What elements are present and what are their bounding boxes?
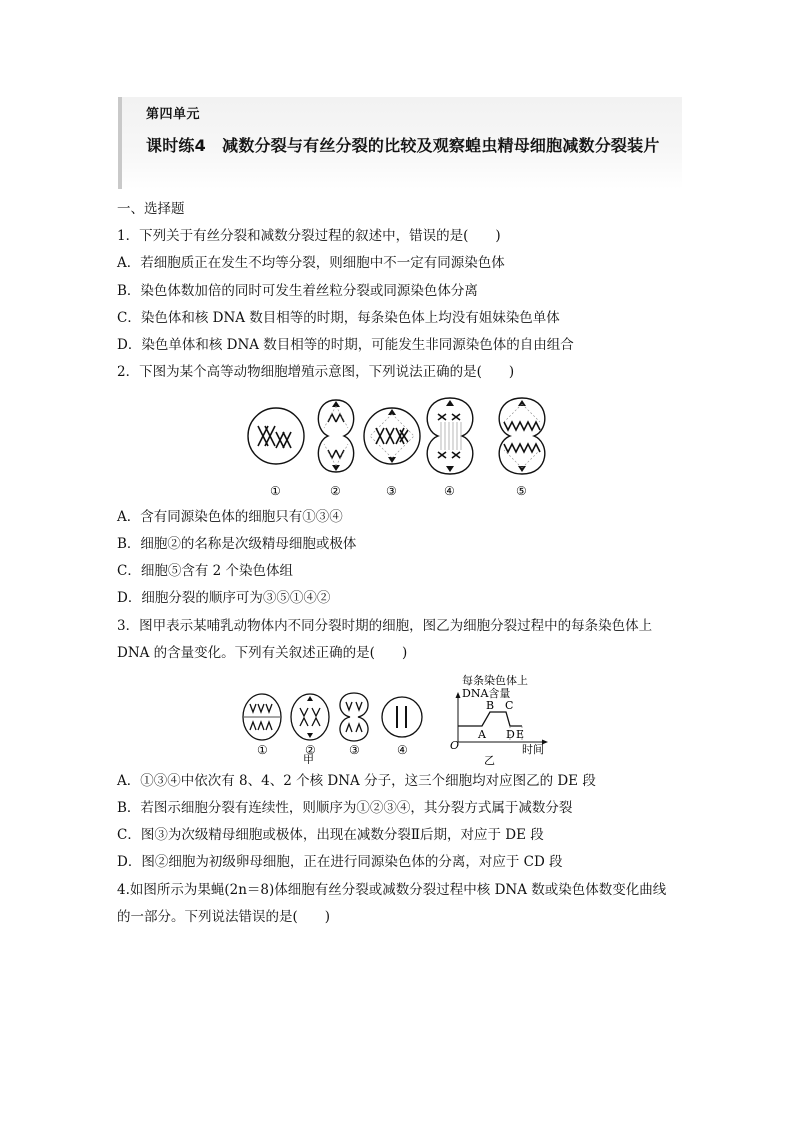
q2-label-2: ② xyxy=(330,484,341,498)
yi-y-arrow xyxy=(456,692,461,698)
q3-jia-label-4: ④ xyxy=(397,743,408,757)
q1-option-c: C．染色体和核 DNA 数目相等的时期，每条染色体上均没有姐妹染色单体 xyxy=(117,310,560,326)
q3-jia-label-3: ③ xyxy=(349,743,360,757)
q3-figure-jia xyxy=(240,690,430,764)
q1-stem: 1．下列关于有丝分裂和减数分裂过程的叙述中，错误的是( ) xyxy=(117,228,501,244)
q3-option-a: A．①③④中依次有 8、4、2 个核 DNA 分子，这三个细胞均对应图乙的 DE 段 xyxy=(117,773,596,789)
section-heading: 一、选择题 xyxy=(117,201,185,217)
yi-caption: 乙 xyxy=(484,754,495,767)
yi-point-a: A xyxy=(478,728,486,741)
q3-figure-yi xyxy=(448,672,556,768)
q2-label-3: ③ xyxy=(386,484,397,498)
q3-jia-cell-3 xyxy=(340,693,368,741)
q2-cell-2 xyxy=(318,400,353,472)
q2-option-a: A．含有同源染色体的细胞只有①③④ xyxy=(117,509,343,525)
q2-option-d: D．细胞分裂的顺序可为③⑤①④② xyxy=(117,590,331,606)
q2-option-b: B．细胞②的名称是次级精母细胞或极体 xyxy=(117,536,357,552)
yi-xlabel: 时间 xyxy=(522,743,544,756)
yi-point-b: B xyxy=(486,699,495,712)
yi-point-e: E xyxy=(516,728,525,741)
q3-jia-cell-2 xyxy=(291,694,329,740)
q2-label-1: ① xyxy=(270,484,281,498)
q3-option-b: B．若图示细胞分裂有连续性，则顺序为①②③④，其分裂方式属于减数分裂 xyxy=(117,800,573,816)
lesson-title: 课时练4 减数分裂与有丝分裂的比较及观察蝗虫精母细胞减数分裂装片 xyxy=(146,136,660,155)
q1-option-a: A．若细胞质正在发生不均等分裂，则细胞中不一定有同源染色体 xyxy=(117,255,505,271)
q3-jia-cell-1 xyxy=(243,694,281,740)
q2-stem: 2．下图为某个高等动物细胞增殖示意图，下列说法正确的是( ) xyxy=(117,364,515,380)
unit-label: 第四单元 xyxy=(146,107,201,122)
q3-jia-label-1: ① xyxy=(257,743,268,757)
q2-cell-1 xyxy=(248,408,304,464)
q3-jia-cell-4 xyxy=(382,697,422,737)
q2-cell-5 xyxy=(499,398,545,474)
q1-option-d: D．染色单体和核 DNA 数目相等的时期，可能发生非同源染色体的自由组合 xyxy=(117,337,574,353)
q4-stem-line2: 的一部分。下列说法错误的是( ) xyxy=(117,909,331,925)
q3-stem-line1: 3．图甲表示某哺乳动物体内不同分裂时期的细胞，图乙为细胞分裂过程中的每条染色体上 xyxy=(117,618,653,634)
q3-option-c: C．图③为次级精母细胞或极体，出现在减数分裂Ⅱ后期，对应于 DE 段 xyxy=(117,827,544,843)
q3-jia-caption: 甲 xyxy=(303,753,314,764)
yi-origin: O xyxy=(450,739,460,752)
yi-point-c: C xyxy=(505,699,514,712)
q3-option-d: D．图②细胞为初级卵母细胞，正在进行同源染色体的分离，对应于 CD 段 xyxy=(117,854,563,870)
q3-stem-line2: DNA 的含量变化。下列有关叙述正确的是( ) xyxy=(117,645,408,661)
q2-cell-4 xyxy=(427,398,473,474)
yi-dna-curve xyxy=(458,712,522,726)
yi-point-d: D xyxy=(506,728,515,741)
yi-ylabel-line2: DNA含量 xyxy=(462,687,511,700)
q3-jia-label-2: ② xyxy=(305,743,316,757)
q2-cell-figure xyxy=(240,392,560,500)
yi-ylabel-line1: 每条染色体上 xyxy=(462,674,528,687)
q2-cell-3 xyxy=(364,408,420,464)
q2-label-5: ⑤ xyxy=(516,484,527,498)
q2-label-4: ④ xyxy=(444,484,455,498)
q2-option-c: C．细胞⑤含有 2 个染色体组 xyxy=(117,563,294,579)
q4-stem-line1: 4.如图所示为果蝇(2n＝8)体细胞有丝分裂或减数分裂过程中核 DNA 数或染色体数变化曲线 xyxy=(117,882,667,898)
q1-option-b: B．染色体数加倍的同时可发生着丝粒分裂或同源染色体分离 xyxy=(117,283,478,299)
